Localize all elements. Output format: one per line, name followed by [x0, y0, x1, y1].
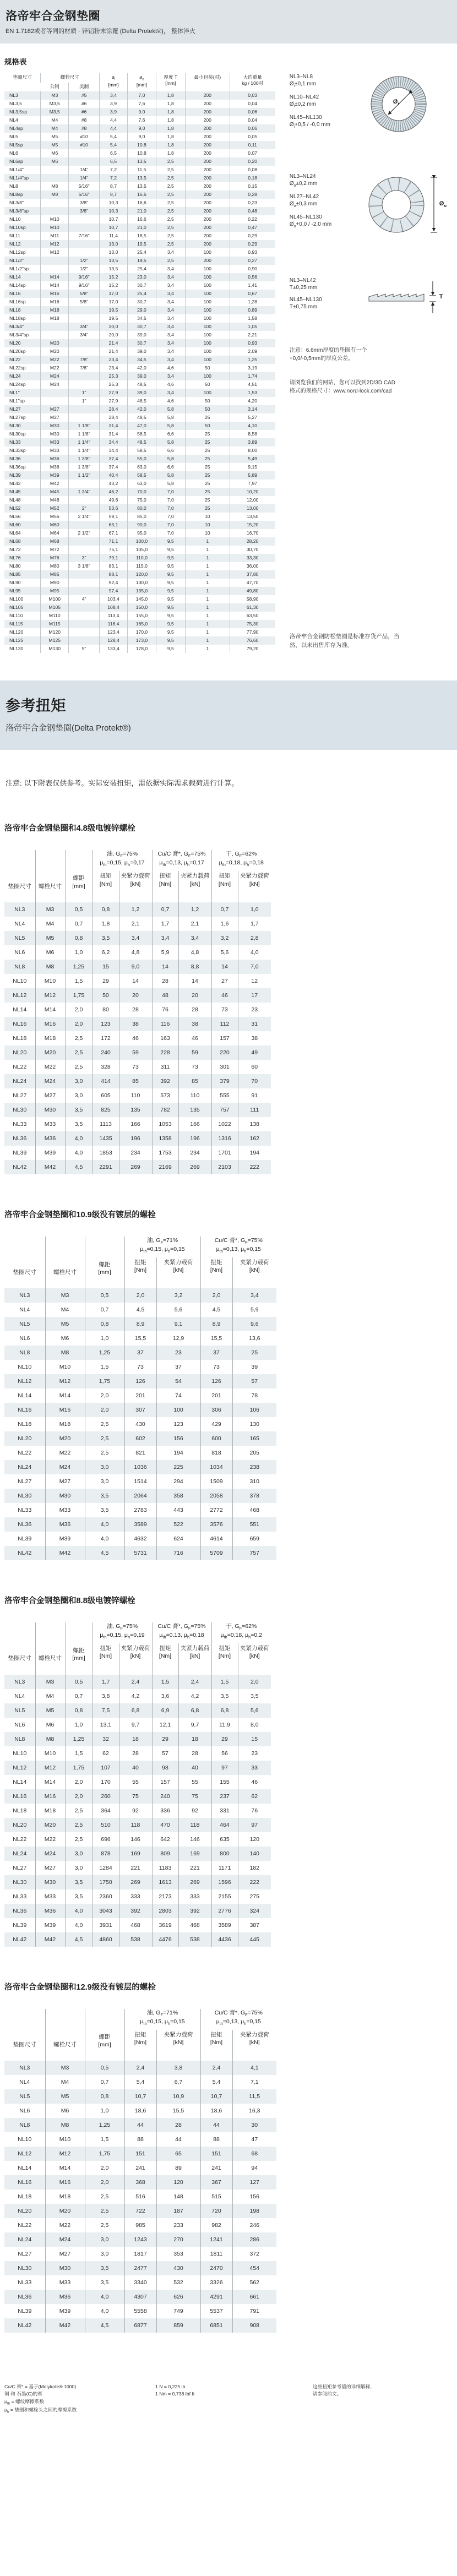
spec-side-notes: [290, 73, 453, 653]
col-header: 螺栓尺寸: [41, 73, 100, 83]
lubrication-group-header: 油, $G_F=75\%$ $\mu_{th}=0,15$, $\mu_h=0,17$: [93, 850, 152, 871]
col-header: 夹紧力载荷 [kN]: [156, 2030, 200, 2061]
torque-table-row: NL42 M42 4,5 5731 716 5709 757: [4, 1546, 276, 1560]
torque-table-row: NL36 M36 4,0 3589 522 3576 551: [4, 1517, 276, 1532]
spec-table-row: NL76 M76 3" 79,1 110,0 9,5 1 33,30: [4, 554, 275, 562]
torque-table-row: NL30 M30 3,5 2477 430 2470 454: [4, 2261, 276, 2275]
tolerance-entry: NL10–NL42 $Ø_i\pm 0,2$ mm: [289, 94, 319, 109]
torque-table-row: NL18 M18 2,5 516 148 515 156: [4, 2190, 276, 2204]
torque-table-row: NL4 M4 0,7 5,4 6,7 5,4 7,1: [4, 2075, 276, 2089]
spec-table-row: NL3/4" 3/4" 20,0 30,7 3,4 100 1,05: [4, 323, 275, 331]
spec-table-head: [4, 73, 275, 91]
footer-line: 请参阅前文。: [313, 2391, 342, 2397]
torque-subtitle: 洛帝牢合金钢垫圈(Delta Protekt®): [6, 723, 131, 733]
torque-table-row: NL16 M16 2,0 368 120 367 127: [4, 2175, 276, 2190]
outer-diameter-tolerance-block: [290, 173, 453, 239]
col-header: 螺距 [mm]: [65, 1622, 93, 1674]
col-header: 垫圈尺寸: [8, 1655, 31, 1662]
torque-table-grade-8-8: [4, 1594, 457, 1946]
col-header: 垫圈尺寸: [8, 883, 31, 890]
torque-table-head: [4, 1622, 271, 1674]
col-header: 垫圈尺寸: [13, 2041, 36, 2048]
spec-section: [0, 43, 457, 655]
torque-table-row: NL20 M20 2,5 510 118 470 118 464 97: [4, 1818, 271, 1832]
torque-table-row: NL27 M27 3,0 605 110 573 110 555 91: [4, 1088, 271, 1103]
torque-table-row: NL30 M30 3,5 1750 269 1613 269 1596 222: [4, 1875, 271, 1889]
spec-table-row: NL120 M120 123,4 170,0 9,5 1 77,90: [4, 628, 275, 636]
spec-table-row: NL36sp M36 1 3/8" 37,4 63,0 6,6 25 9,15: [4, 463, 275, 471]
torque-table-row: NL14 M14 2,0 170 55 157 55 155 46: [4, 1775, 271, 1789]
torque-table-row: NL27 M27 3,0 1514 294 1509 310: [4, 1474, 276, 1489]
torque-title: 参考扭矩: [6, 698, 66, 715]
lubrication-group-header: Cu/C 膏*, $G_F=75\%$ $\mu_{th}=0,13$, $\mu_h=0,17$: [152, 850, 211, 871]
footer-line: 铜 和 石墨(C)的膏: [4, 2391, 43, 2397]
footer-reference-note: [313, 2383, 451, 2415]
col-header: 扭矩 [Nm]: [93, 871, 119, 902]
col-header: 扭矩 [Nm]: [211, 871, 238, 902]
spec-heading: 规格表: [4, 58, 27, 66]
torque-table-row: NL39 M39 4,0 4632 624 4614 659: [4, 1532, 276, 1546]
spec-table-row: NL39 M39 1 1/2" 40,4 58,5 5,8 25 5,89: [4, 471, 275, 480]
lubrication-group-header: Cu/C 膏*, $G_F=75\%$ $\mu_{th}=0,13$, $\mu_h=0,15$: [200, 1237, 276, 1257]
torque-disclaimer-note: 注意: 以下附表仅供参考。实际安装扭矩，需依据实际需求载荷进行计算。: [6, 779, 239, 788]
col-header: 扭矩 [Nm]: [200, 2030, 232, 2061]
torque-table: [4, 850, 271, 1174]
torque-table-row: NL36 M36 4,0 3043 392 2803 392 2776 324: [4, 1904, 271, 1918]
torque-table-row: NL14 M14 2,0 241 89 241 94: [4, 2161, 276, 2175]
spec-table-row: NL1/2"sp 1/2" 13,5 25,4 3,4 100 0,90: [4, 265, 275, 273]
torque-table-row: NL4 M4 0,7 4,5 5,6 4,5 5,9: [4, 1303, 276, 1317]
tolerance-entry: NL45–NL130 $Ø_o+0,0 / -2,0$ mm: [289, 214, 332, 229]
spec-table-row: NL30sp M30 1 1/8" 31,4 58,5 6,6 25 8,58: [4, 430, 275, 438]
col-header: 扭矩 [Nm]: [152, 1643, 178, 1674]
torque-table-row: NL12 M12 1,75 107 40 98 40 97 33: [4, 1761, 271, 1775]
spec-table-row: NL10 M10 10,7 16,6 2,5 200 0,22: [4, 215, 275, 224]
spec-table-row: NL1/2" 1/2" 13,5 19,5 2,5 200 0,27: [4, 257, 275, 265]
torque-table-row: NL20 M20 2,5 240 59 228 59 220 49: [4, 1045, 271, 1060]
footer-line: 这些扭矩参考值的详细解释，: [313, 2383, 375, 2389]
col-header: 螺栓尺寸: [45, 1237, 85, 1288]
torque-table-head: [4, 1237, 276, 1288]
torque-table: [4, 1622, 271, 1946]
spec-table-row: NL68 M68 71,1 100,0 9,5 1 28,20: [4, 537, 275, 546]
spec-table-row: NL105 M105 108,4 150,0 9,5 1 61,30: [4, 603, 275, 612]
thickness-tolerance-note: 注意：6.6mm厚度的垫圈有一个 +0,0/-0,5mm的厚度公差。: [289, 347, 367, 362]
torque-table-row: NL8 M8 1,25 37 23 37 25: [4, 1346, 276, 1360]
torque-table-row: NL5 M5 0,8 3,5 3,4 3,4 3,4 3,2 2,8: [4, 931, 271, 945]
torque-table-row: NL5 M5 0,8 7,5 6,8 6,9 6,8 6,8 5,6: [4, 1703, 271, 1718]
spec-table-row: NL6sp M6 6,5 13,5 2,5 200 0,20: [4, 157, 275, 166]
spec-table-row: NL1"sp 1" 27,9 48,5 4,6 50 4,20: [4, 397, 275, 405]
torque-table-grade-10-9: [4, 1208, 457, 1560]
col-header: 夹紧力载荷 [kN]: [178, 1643, 211, 1674]
col-header: 扭矩 [Nm]: [124, 1257, 156, 1288]
spec-table-row: NL60 M60 63,1 90,0 7,0 10 15,20: [4, 521, 275, 529]
torque-table-row: NL8 M8 1,25 32 18 29 18 29 15: [4, 1732, 271, 1746]
spec-table-row: NL110 M110 113,4 155,0 9,5 1 63,50: [4, 612, 275, 620]
tolerance-list: [290, 173, 360, 239]
torque-table-row: NL8 M8 1,25 44 28 44 30: [4, 2118, 276, 2132]
torque-table-row: NL33 M33 3,5 1113 166 1053 166 1022 138: [4, 1117, 271, 1131]
torque-table-row: NL39 M39 4,0 1853 234 1753 234 1701 194: [4, 1146, 271, 1160]
torque-table-row: NL12 M12 1,75 126 54 126 57: [4, 1374, 276, 1388]
torque-table-row: NL5 M5 0,8 8,9 9,1 8,9 9,6: [4, 1317, 276, 1331]
spec-table-row: NL16sp M16 5/8" 17,0 30,7 3,4 100 1,28: [4, 298, 275, 306]
torque-table-row: NL14 M14 2,0 201 74 201 78: [4, 1388, 276, 1403]
lubrication-group-header: Cu/C 膏*, $G_F=75\%$ $\mu_{th}=0,13$, $\mu_h=0,18$: [152, 1622, 211, 1643]
torque-table-row: NL27 M27 3,0 1284 221 1183 221 1171 182: [4, 1861, 271, 1875]
spec-table-row: NL22 M22 7/8" 23,4 34,5 3,4 100 1,25: [4, 356, 275, 364]
spec-table-row: NL100 M100 4" 103,4 145,0 9,5 1 58,90: [4, 595, 275, 603]
torque-table-row: NL20 M20 2,5 722 187 720 198: [4, 2204, 276, 2218]
torque-table-row: NL12 M12 1,75 50 20 48 20 46 17: [4, 988, 271, 1003]
torque-table-row: NL36 M36 4,0 4307 626 4291 661: [4, 2290, 276, 2304]
inner-diameter-tolerance-block: [290, 73, 453, 140]
torque-table-row: NL3 M3 0,5 0,8 1,2 0,7 1,2 0,7 1,0: [4, 902, 271, 917]
torque-table-grade-12-9: [4, 1981, 457, 2333]
torque-table-row: NL36 M36 4,0 1435 196 1358 196 1316 162: [4, 1131, 271, 1146]
col-header: 扭矩 [Nm]: [93, 1643, 119, 1674]
torque-table-row: NL33 M33 3,5 2360 333 2173 333 2155 275: [4, 1889, 271, 1904]
page-header: [0, 0, 457, 43]
spec-table-row: NL3 M3 #5 3,4 7,0 1,8 200 0,03: [4, 91, 275, 100]
tolerance-entry: NL27–NL42 $Ø_o\pm 0,3$ mm: [289, 194, 319, 209]
spec-table-row: NL72 M72 75,1 105,0 9,5 1 30,70: [4, 546, 275, 554]
torque-table: [4, 2009, 276, 2333]
torque-table-row: NL6 M6 1,0 13,1 9,7 12,1 9,7 11,9 8,0: [4, 1718, 271, 1732]
torque-table-row: NL24 M24 3,0 414 85 392 85 379 70: [4, 1074, 271, 1088]
col-header: 夹紧力载荷 [kN]: [238, 871, 271, 902]
spec-table-row: NL33sp M33 1 1/4" 34,4 58,5 6,6 25 8,00: [4, 446, 275, 455]
spec-table-row: NL48 M48 49,6 75,0 7,0 25 12,00: [4, 496, 275, 504]
torque-table-head: [4, 850, 271, 902]
torque-table-row: NL30 M30 3,5 2064 358 2058 378: [4, 1489, 276, 1503]
spec-table-row: NL3/8" 3/8" 10,3 16,6 2,5 200 0,23: [4, 199, 275, 207]
col-header: 螺距 [mm]: [85, 2009, 124, 2061]
torque-table-row: NL12 M12 1,75 151 65 151 68: [4, 2147, 276, 2161]
footer-line: 1 Nm = 0,738 lbf ft: [155, 2391, 195, 2397]
thickness-tolerance-block: [290, 277, 453, 317]
torque-table-row: NL5 M5 0,8 10,7 10,9 10,7 11,5: [4, 2089, 276, 2104]
spec-table-row: NL16 M16 5/8" 17,0 25,4 3,4 100 0,67: [4, 290, 275, 298]
torque-table-row: NL22 M22 2,5 985 233 982 246: [4, 2218, 276, 2232]
torque-table-row: NL33 M33 3,5 2783 443 2772 468: [4, 1503, 276, 1517]
dim-label-thickness: T: [439, 293, 443, 300]
col-header: 夹紧力载荷 [kN]: [178, 871, 211, 902]
col-header: 夹紧力载荷 [kN]: [232, 1257, 276, 1288]
torque-table-row: NL4 M4 0,7 1,8 2,1 1,7 2,1 1,6 1,7: [4, 917, 271, 931]
spec-table-row: NL130 M130 5" 133,4 178,0 9,5 1 79,20: [4, 645, 275, 653]
footer-line: $\mu_{th}$ = 螺纹摩擦系数: [4, 2398, 45, 2406]
thickness-diagram: [364, 277, 453, 317]
spec-table-row: NL80 M80 3 1/8" 83,1 115,0 9,5 1 36,00: [4, 562, 275, 570]
spec-table-row: NL27sp M27 28,4 48,5 5,8 25 5,27: [4, 413, 275, 422]
col-header: 垫圈尺寸: [13, 74, 32, 80]
spec-table-row: NL24sp M24 25,3 48,5 4,6 50 4,51: [4, 380, 275, 389]
lubrication-group-header: 油, $G_F=71\%$ $\mu_{th}=0,15$, $\mu_h=0,15$: [124, 2009, 200, 2030]
spec-table-row: NL22sp M22 7/8" 23,4 42,0 4,6 50 3,19: [4, 364, 275, 372]
torque-table-row: NL3 M3 0,5 1,7 2,4 1,5 2,4 1,5 2,0: [4, 1675, 271, 1689]
spec-table-row: NL10sp M10 10,7 21,0 2,5 200 0,47: [4, 224, 275, 232]
spec-table-row: NL5 M5 #10 5,4 9,0 1,8 200 0,05: [4, 133, 275, 141]
dim-label-inner-diameter: $Ø_i$: [393, 99, 399, 107]
tolerance-list: [290, 73, 360, 140]
footer-legend: [4, 2383, 142, 2415]
col-header: 扭矩 [Nm]: [200, 1257, 232, 1288]
col-header: 夹紧力载荷 [kN]: [238, 1643, 271, 1674]
spec-table-row: NL42 M42 43,2 63,0 5,8 25 7,97: [4, 480, 275, 488]
spec-table-row: NL3,5 M3,5 #6 3,9 7,6 1,8 200 0,04: [4, 100, 275, 108]
spec-table-row: NL95 M95 97,4 135,0 9,5 1 49,80: [4, 587, 275, 595]
spec-table-row: NL4sp M4 #8 4,4 9,0 1,8 200 0,06: [4, 124, 275, 133]
torque-table-row: NL30 M30 3,5 825 135 782 135 757 111: [4, 1103, 271, 1117]
torque-table-row: NL18 M18 2,5 430 123 429 130: [4, 1417, 276, 1431]
spec-table-row: NL8 M8 5/16" 8,7 13,5 2,5 200 0,15: [4, 182, 275, 190]
torque-table-row: NL27 M27 3,0 1817 353 1811 372: [4, 2247, 276, 2261]
tolerance-entry: NL3–NL42 T±0,25 mm: [289, 277, 318, 291]
outer-diameter-diagram: [364, 173, 453, 239]
col-header: 螺距 [mm]: [85, 1237, 124, 1288]
spec-table-row: NL4 M4 #8 4,4 7,6 1,8 200 0,04: [4, 116, 275, 124]
col-header: 扭矩 [Nm]: [124, 2030, 156, 2061]
page-title: 洛帝牢合金钢垫圈: [6, 10, 100, 23]
spec-table-row: NL30 M30 1 1/8" 31,4 47,0 5,8 50 4,10: [4, 422, 275, 430]
col-header: 螺栓尺寸: [45, 2009, 85, 2061]
dim-label-outer-diameter: $Ø_o$: [439, 200, 447, 209]
spec-table-row: NL90 M90 92,4 130,0 9,5 1 47,70: [4, 579, 275, 587]
spec-table-row: NL3/4"sp 3/4" 20,0 39,0 3,4 100 2,21: [4, 331, 275, 339]
spec-table-row: NL20sp M20 21,4 39,0 3,4 100 2,09: [4, 347, 275, 356]
torque-table-row: NL10 M10 1,5 62 28 57 28 56 23: [4, 1746, 271, 1761]
torque-table-row: NL18 M18 2,5 364 92 336 92 331 76: [4, 1804, 271, 1818]
spec-table-row: NL85 M85 88,1 120,0 9,5 1 37,80: [4, 570, 275, 579]
torque-table-row: NL6 M6 1,0 6,2 4,8 5,9 4,8 5,6 4,0: [4, 945, 271, 960]
spec-table-row: NL11 M11 7/16" 11,4 18,5 2,5 200 0,29: [4, 232, 275, 240]
torque-table-row: NL4 M4 0,7 3,8 4,2 3,6 4,2 3,5 3,5: [4, 1689, 271, 1703]
spec-table-row: NL45 M45 1 3/4" 46,2 70,0 7,0 25 10,20: [4, 488, 275, 496]
col-header: 最小包装(对): [185, 73, 230, 91]
spec-table-row: NL36 M36 1 3/8" 37,4 55,0 5,8 25 5,49: [4, 455, 275, 463]
torque-table: [4, 1237, 276, 1560]
col-header: 螺栓尺寸: [35, 1622, 65, 1674]
torque-table-row: NL14 M14 2,0 80 28 76 28 73 23: [4, 1003, 271, 1017]
col-header: 螺栓尺寸: [35, 850, 65, 902]
torque-table-title: 洛帝牢合金钢垫圈和4.8级电镀锌螺栓: [4, 824, 135, 834]
tolerance-entry: NL45–NL130 $Ø_i+0,5 / -0,0$ mm: [289, 115, 330, 129]
torque-table-row: NL22 M22 2,5 328 73 311 73 301 60: [4, 1060, 271, 1074]
col-header: 扭矩 [Nm]: [211, 1643, 238, 1674]
torque-table-row: NL6 M6 1,0 15,5 12,9 15,5 13,6: [4, 1331, 276, 1346]
spec-table-row: NL14sp M14 9/16" 15,2 30,7 3,4 100 1,41: [4, 281, 275, 290]
tolerance-list: [290, 277, 360, 317]
col-header: 夹紧力载荷 [kN]: [156, 1257, 200, 1288]
torque-table-head: [4, 2009, 276, 2061]
lubrication-group-header: 油, $G_F=71\%$ $\mu_{th}=0,15$, $\mu_h=0,15$: [124, 1237, 200, 1257]
col-header: 夹紧力载荷 [kN]: [119, 871, 152, 902]
washer-top-view-serrated-icon: [364, 73, 436, 138]
col-header: 扭矩 [Nm]: [152, 871, 178, 902]
torque-table-row: NL42 M42 4,5 2291 269 2169 269 2103 222: [4, 1160, 271, 1174]
spec-table-row: NL3/8"sp 3/8" 10,3 21,0 2,5 200 0,48: [4, 207, 275, 215]
col-header: 公制: [50, 83, 59, 89]
spec-table-row: NL1/4"sp 1/4" 7,2 13,5 2,5 200 0,18: [4, 174, 275, 182]
spec-table: [4, 73, 275, 653]
lubrication-group-header: 干, $G_F=62\%$ $\mu_{th}=0,18$, $\mu_h=0,2$: [211, 1622, 271, 1643]
page-footer: [4, 2383, 451, 2415]
torque-table-row: NL22 M22 2,5 696 146 642 146 635 120: [4, 1832, 271, 1847]
lubrication-group-header: Cu/C 膏*, $G_F=75\%$ $\mu_{th}=0,13$, $\mu_h=0,15$: [200, 2009, 276, 2030]
spec-table-row: NL125 M125 128,4 173,0 9,5 1 76,60: [4, 636, 275, 645]
torque-table-row: NL3 M3 0,5 2,4 3,8 2,4 4,1: [4, 2061, 276, 2075]
spec-table-row: NL33 M33 1 1/4" 34,4 48,5 5,8 25 3,89: [4, 438, 275, 446]
spec-table-row: NL27 M27 28,4 42,0 5,8 50 3,14: [4, 405, 275, 413]
tolerance-entry: NL3–NL8 $Ø_i\pm 0,1$ mm: [289, 74, 316, 88]
spec-table-row: NL6 M6 6,5 10,8 1,8 200 0,07: [4, 149, 275, 157]
torque-table-row: NL8 M8 1,25 15 9,0 14 8,8 14 7,0: [4, 960, 271, 974]
spec-table-row: NL3,5sp M3,5 #6 3,9 9,0 1,8 200 0,06: [4, 108, 275, 116]
col-header: 大约重量 kg / 100对: [230, 73, 275, 91]
col-header: 夹紧力载荷 [kN]: [232, 2030, 276, 2061]
torque-table-title: 洛帝牢合金钢垫圈和10.9级没有镀层的螺栓: [4, 1210, 156, 1219]
torque-table-grade-4-8: [4, 822, 457, 1174]
torque-table-row: NL10 M10 1,5 73 37 73 39: [4, 1360, 276, 1374]
inner-diameter-diagram: [364, 73, 453, 140]
torque-table-row: NL18 M18 2,5 172 46 163 46 157 38: [4, 1031, 271, 1045]
stock-availability-note: 洛帝牢合金钢防松垫圈是标准存货产品，当 然，以未出售库存为准。: [289, 633, 400, 649]
torque-table-row: NL16 M16 2,0 123 38 116 38 112 31: [4, 1017, 271, 1031]
spec-table-row: NL5sp M5 #10 5,4 10,8 1,8 200 0,11: [4, 141, 275, 149]
spec-table-row: NL12sp M12 13,0 25,4 3,4 100 0,93: [4, 248, 275, 257]
footer-line: 1 N = 0,225 lb: [155, 2383, 186, 2389]
spec-table-row: NL8sp M8 5/16" 8,7 16,6 2,5 200 0,28: [4, 190, 275, 199]
spec-table-row: NL52 M52 2" 53,6 80,0 7,0 25 13,00: [4, 504, 275, 513]
spec-table-row: NL20 M20 21,4 30,7 3,4 100 0,93: [4, 339, 275, 347]
col-header: 夹紧力载荷 [kN]: [119, 1643, 152, 1674]
col-header: 螺距 [mm]: [65, 850, 93, 902]
torque-table-row: NL16 M16 2,0 260 75 240 75 237 62: [4, 1789, 271, 1804]
footer-unit-conversions: [155, 2383, 238, 2415]
tolerance-entry: NL45–NL130 T±0,75 mm: [289, 297, 322, 310]
lubrication-group-header: 油, $G_F=75\%$ $\mu_{th}=0,15$, $\mu_h=0,19$: [93, 1622, 152, 1643]
torque-table-row: NL39 M39 4,0 5558 749 5537 791: [4, 2304, 276, 2318]
spec-table-row: NL18 M18 19,5 29,0 3,4 100 0,89: [4, 306, 275, 314]
torque-table-row: NL10 M10 1,5 88 44 88 47: [4, 2132, 276, 2147]
col-header: 厚度 T [mm]: [156, 73, 185, 91]
torque-table-row: NL22 M22 2,5 821 194 818 205: [4, 1446, 276, 1460]
footer-line: $\mu_h$ = 垫圈和螺栓头之间的摩擦系数: [4, 2406, 77, 2414]
page-subtitle: EN 1.7182或者等同的材质 · 锌铝粉末涂覆 (Delta Protekt®)， 整体淬火: [6, 28, 195, 35]
col-header: $ø_o$ [mm]: [128, 73, 156, 91]
spec-table-row: NL56 M56 2 1/4" 59,1 85,0 7,0 10 13,50: [4, 513, 275, 521]
torque-table-row: NL3 M3 0,5 2,0 3,2 2,0 3,4: [4, 1288, 276, 1303]
spec-table-row: NL18sp M18 19,5 34,5 3,4 100 1,58: [4, 314, 275, 323]
torque-table-row: NL33 M33 3,5 3340 532 3326 562: [4, 2275, 276, 2290]
spec-table-row: NL24 M24 25,3 39,0 3,4 100 1,74: [4, 372, 275, 380]
spec-table-row: NL1/4" 1/4" 7,2 11,5 2,5 200 0,08: [4, 166, 275, 174]
torque-table-row: NL6 M6 1,0 18,6 15,5 18,6 16,3: [4, 2104, 276, 2118]
spec-table-row: NL12 M12 13,0 19,5 2,5 200 0,29: [4, 240, 275, 248]
col-header: $ø_i$ [mm]: [99, 73, 127, 91]
torque-table-title: 洛帝牢合金钢垫圈和12.9级没有镀层的螺栓: [4, 1983, 156, 1992]
torque-table-row: NL42 M42 4,5 6877 859 6851 908: [4, 2318, 276, 2333]
torque-table-row: NL42 M42 4,5 4860 538 4476 538 4436 445: [4, 1932, 271, 1947]
spec-table-row: NL115 M115 118,4 165,0 9,5 1 75,30: [4, 620, 275, 628]
col-header: 垫圈尺寸: [13, 1268, 36, 1276]
torque-table-row: NL24 M24 3,0 1036 225 1034 238: [4, 1460, 276, 1474]
torque-table-row: NL10 M10 1,5 29 14 28 14 27 12: [4, 974, 271, 988]
torque-table-row: NL20 M20 2,5 602 156 600 165: [4, 1431, 276, 1446]
spec-table-row: NL64 M64 2 1/2" 67,1 95,0 7,0 10 16,70: [4, 529, 275, 537]
torque-section-header: [0, 680, 457, 750]
torque-table-row: NL39 M39 4,0 3931 468 3619 468 3589 387: [4, 1918, 271, 1932]
torque-table-row: NL24 M24 3,0 878 169 809 169 800 140: [4, 1847, 271, 1861]
footer-line: Cu/C 膏* = 基于(Molykote® 1000): [4, 2383, 77, 2389]
torque-table-title: 洛帝牢合金钢垫圈和8.8级电镀锌螺栓: [4, 1597, 135, 1606]
torque-table-row: NL24 M24 3,0 1243 270 1241 286: [4, 2232, 276, 2247]
torque-table-row: NL16 M16 2,0 307 100 306 106: [4, 1403, 276, 1417]
cad-download-note: 请浏览我们的网站，您可以找到2D/3D CAD 格式的规格尺寸：www.nord-lock.com/cad: [289, 380, 396, 394]
tolerance-entry: NL3–NL24 $Ø_o\pm 0,2$ mm: [289, 173, 318, 188]
spec-table-row: NL1" 1" 27,9 39,0 3,4 100 1,53: [4, 389, 275, 397]
col-header: 美制: [69, 83, 99, 92]
lubrication-group-header: 干, $G_F=62\%$ $\mu_{th}=0,18$, $\mu_h=0,18$: [211, 850, 271, 871]
spec-table-row: NL14 M14 9/16" 15,2 23,0 3,4 100 0,56: [4, 273, 275, 281]
